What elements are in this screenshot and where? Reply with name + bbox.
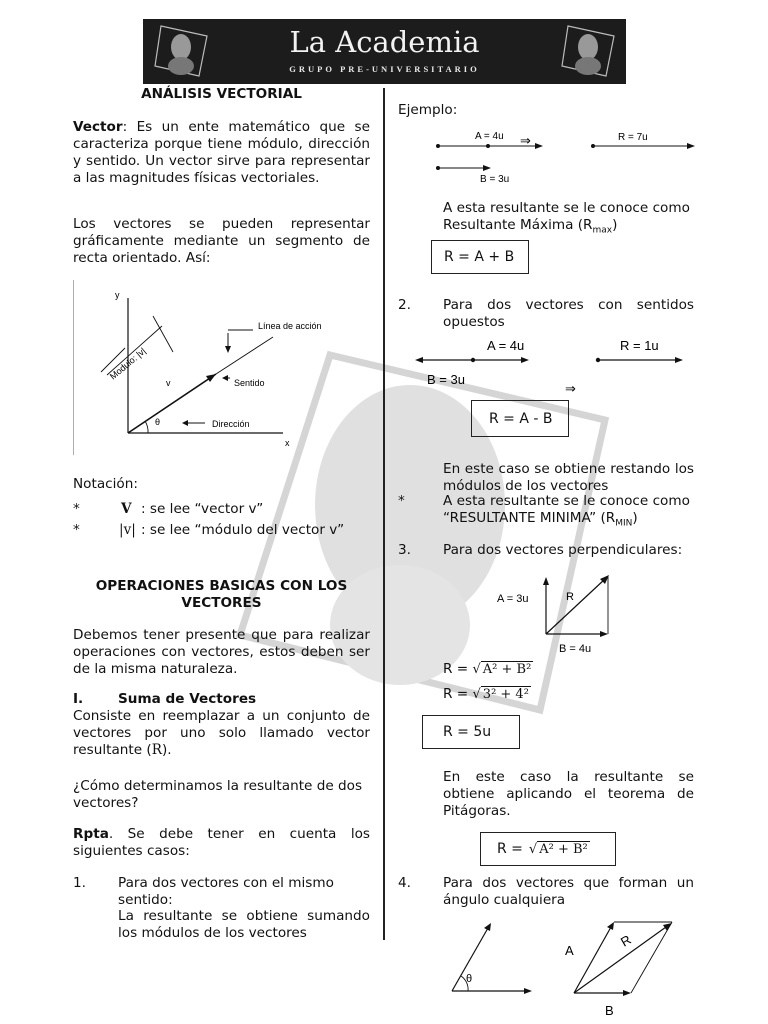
- c4-b-label: B: [605, 1003, 614, 1018]
- c2-a-label: A = 4u: [487, 338, 525, 353]
- notation-text-2: : se lee “módulo del vector v”: [141, 522, 345, 538]
- rmax-body: A esta resultante se le conoce como Resultante Máxima (R: [443, 200, 690, 233]
- section-heading: ANÁLISIS VECTORIAL: [141, 86, 302, 102]
- theta-label: θ: [155, 417, 161, 427]
- rmax-sub: max: [592, 225, 613, 236]
- graphic-representation-text: Los vectores se pueden representar gráficamente mediante un segmento de recta orientado. Así:: [73, 216, 370, 266]
- c3-result: R = 5u: [443, 724, 492, 740]
- rmin-body: A esta resultante se le conoce como “RESULTANTE MINIMA” (R: [443, 493, 690, 526]
- f2-lhs: R =: [443, 686, 469, 702]
- sum-number: I.: [73, 691, 84, 707]
- case3-text: Para dos vectores perpendiculares:: [443, 542, 683, 558]
- perpendicular-diagram: [490, 570, 620, 660]
- c2-subtract-text: En este caso se obtiene restando los módulos de los vectores: [443, 461, 694, 494]
- answer-body: . Se debe tener en cuenta los siguientes casos:: [73, 826, 370, 859]
- v-label: v: [166, 378, 171, 388]
- answer-term: Rpta: [73, 826, 109, 842]
- ex-b-label: B = 3u: [480, 174, 510, 185]
- rmax-text: [443, 200, 703, 240]
- rmax-formula: R = A + B: [444, 249, 515, 265]
- pythag-result-box: [422, 715, 520, 749]
- header-title: La Academia: [289, 25, 480, 59]
- c2-formula: R = A - B: [489, 410, 553, 427]
- header-banner: [143, 19, 626, 84]
- vector-term: Vector: [73, 119, 123, 135]
- sentido-label: Sentido: [234, 378, 265, 388]
- pythag-text: En este caso la resultante se obtiene aplicando el teorema de Pitágoras.: [443, 769, 694, 819]
- answer-text: [73, 826, 370, 860]
- box-lhs: R =: [497, 841, 523, 857]
- notation-text-1: : se lee “vector v”: [141, 501, 264, 517]
- case4-number: 4.: [398, 875, 411, 891]
- vector-v-symbol: V: [121, 501, 132, 517]
- sum-title: Suma de Vectores: [118, 691, 257, 707]
- bullet: *: [73, 522, 80, 538]
- modulo-label: Modulo: |v|: [107, 345, 148, 382]
- case3-number: 3.: [398, 542, 411, 558]
- vector-body: : Es un ente matemático que se caracteriza porque tiene módulo, dirección y sentido. Un vector sirve para representar a las magnitudes físicas vectoriales.: [73, 119, 370, 186]
- example-diagram: [430, 126, 710, 188]
- bullet: *: [73, 501, 80, 517]
- sum-text: [73, 708, 370, 759]
- case2-number: 2.: [398, 297, 411, 313]
- pythag-formula-box: R = √ A² + B²: [480, 832, 616, 866]
- question-text: ¿Cómo determinamos la resultante de dos vectores?: [73, 778, 363, 811]
- c2-r-label: R = 1u: [620, 338, 659, 353]
- vector-diagram: [73, 280, 373, 460]
- column-divider: [383, 88, 385, 940]
- implies-symbol-2: ⇒: [565, 382, 576, 396]
- implies-symbol: ⇒: [520, 134, 531, 149]
- rmin-formula-box: [471, 400, 569, 437]
- c3-b-label: B = 4u: [559, 643, 592, 655]
- f2-radicand: 3² + 4²: [482, 687, 529, 702]
- ex-a-label: A = 4u: [475, 131, 504, 142]
- c4-r-label: R: [618, 931, 634, 950]
- vector-definition: [73, 119, 370, 187]
- f1-radicand: A² + B²: [482, 662, 532, 677]
- rmax-formula-box: [431, 240, 529, 274]
- pythag-formula-1: R = √ A² + B²: [443, 661, 532, 677]
- notation-title: Notación:: [73, 476, 138, 492]
- rmin-text: [443, 493, 698, 533]
- y-axis-label: y: [115, 290, 120, 300]
- linea-accion-label: Línea de acción: [258, 321, 322, 331]
- ex-r-label: R = 7u: [618, 132, 648, 143]
- c3-r-label: R: [566, 591, 574, 603]
- ops-text: Debemos tener presente que para realizar operaciones con vectores, estos deben ser de la misma naturaleza.: [73, 627, 370, 677]
- header-subtitle: GRUPO PRE-UNIVERSITARIO: [289, 64, 480, 74]
- c2-bullet: *: [398, 493, 405, 509]
- case2-text: Para dos vectores con sentidos opuestos: [443, 297, 694, 330]
- r-symbol: R: [151, 742, 162, 758]
- case1-text: Para dos vectores con el mismo sentido:: [118, 875, 334, 908]
- ops-heading-1: OPERACIONES BASICAS CON LOS: [95, 578, 348, 594]
- ops-heading-2: VECTORES: [181, 595, 262, 611]
- notation-item-1: [73, 501, 373, 518]
- example-label: Ejemplo:: [398, 102, 458, 118]
- c4-a-label: A: [565, 943, 574, 958]
- angle-diagram: [440, 915, 540, 1000]
- opposite-vectors-diagram: [410, 334, 700, 396]
- c3-a-label: A = 3u: [497, 593, 529, 605]
- case1-subtext: La resultante se obtiene sumando los módulos de los vectores: [118, 908, 370, 941]
- notation-item-2: [73, 522, 373, 539]
- c4-theta: θ: [466, 973, 473, 985]
- rmax-close: ): [612, 217, 618, 233]
- box-radicand: A² + B²: [539, 841, 588, 857]
- c2-b-label: B = 3u: [427, 372, 465, 387]
- case1-number: 1.: [73, 875, 86, 891]
- module-v-symbol: |v|: [119, 522, 136, 538]
- rmin-close: ): [632, 510, 638, 526]
- f1-lhs: R =: [443, 661, 469, 677]
- rmin-sub: MIN: [615, 518, 633, 529]
- bust-emblem-right: [558, 22, 618, 80]
- sum-body: Consiste en reemplazar a un conjunto de vectores por uno solo llamado vector resultante (: [73, 708, 370, 758]
- pythag-formula-2: R = √ 3² + 4²: [443, 686, 529, 702]
- parallelogram-diagram: [558, 915, 688, 1020]
- sum-end: ).: [161, 742, 172, 758]
- direccion-label: Dirección: [212, 419, 250, 429]
- x-axis-label: x: [285, 438, 290, 448]
- case4-text: Para dos vectores que forman un ángulo cualquiera: [443, 875, 694, 908]
